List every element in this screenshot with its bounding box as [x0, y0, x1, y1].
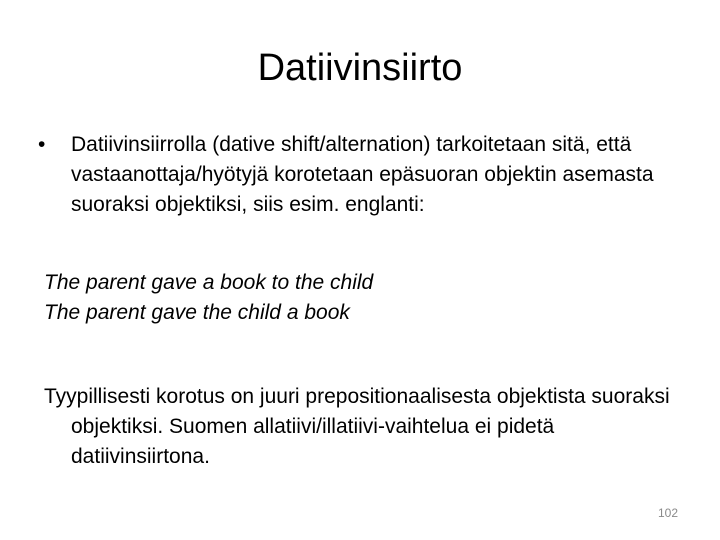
slide-title: Datiivinsiirto [257, 47, 463, 89]
bullet-item [38, 130, 688, 220]
example-sentence-1: The parent gave a book to the child [44, 271, 374, 294]
bullet-marker: • [38, 133, 46, 156]
explanation-paragraph: Tyypillisesti korotus on juuri prepositionaalisesta objektista suoraksi objektiksi. Suomen allatiivi/illatiivi-vaihtelua ei pidetä datiivinsiirtona. [44, 385, 670, 468]
page-number: 102 [657, 506, 678, 520]
bullet-text: Datiivinsiirrolla (dative shift/alternation) tarkoitetaan sitä, että vastaanottaja/hyötyjä korotetaan epäsuoran objektin asemasta suoraksi objektiksi, siis esim. englanti: [71, 133, 654, 216]
example-sentence-2: The parent gave the child a book [44, 301, 350, 324]
example-sentences [44, 268, 684, 328]
